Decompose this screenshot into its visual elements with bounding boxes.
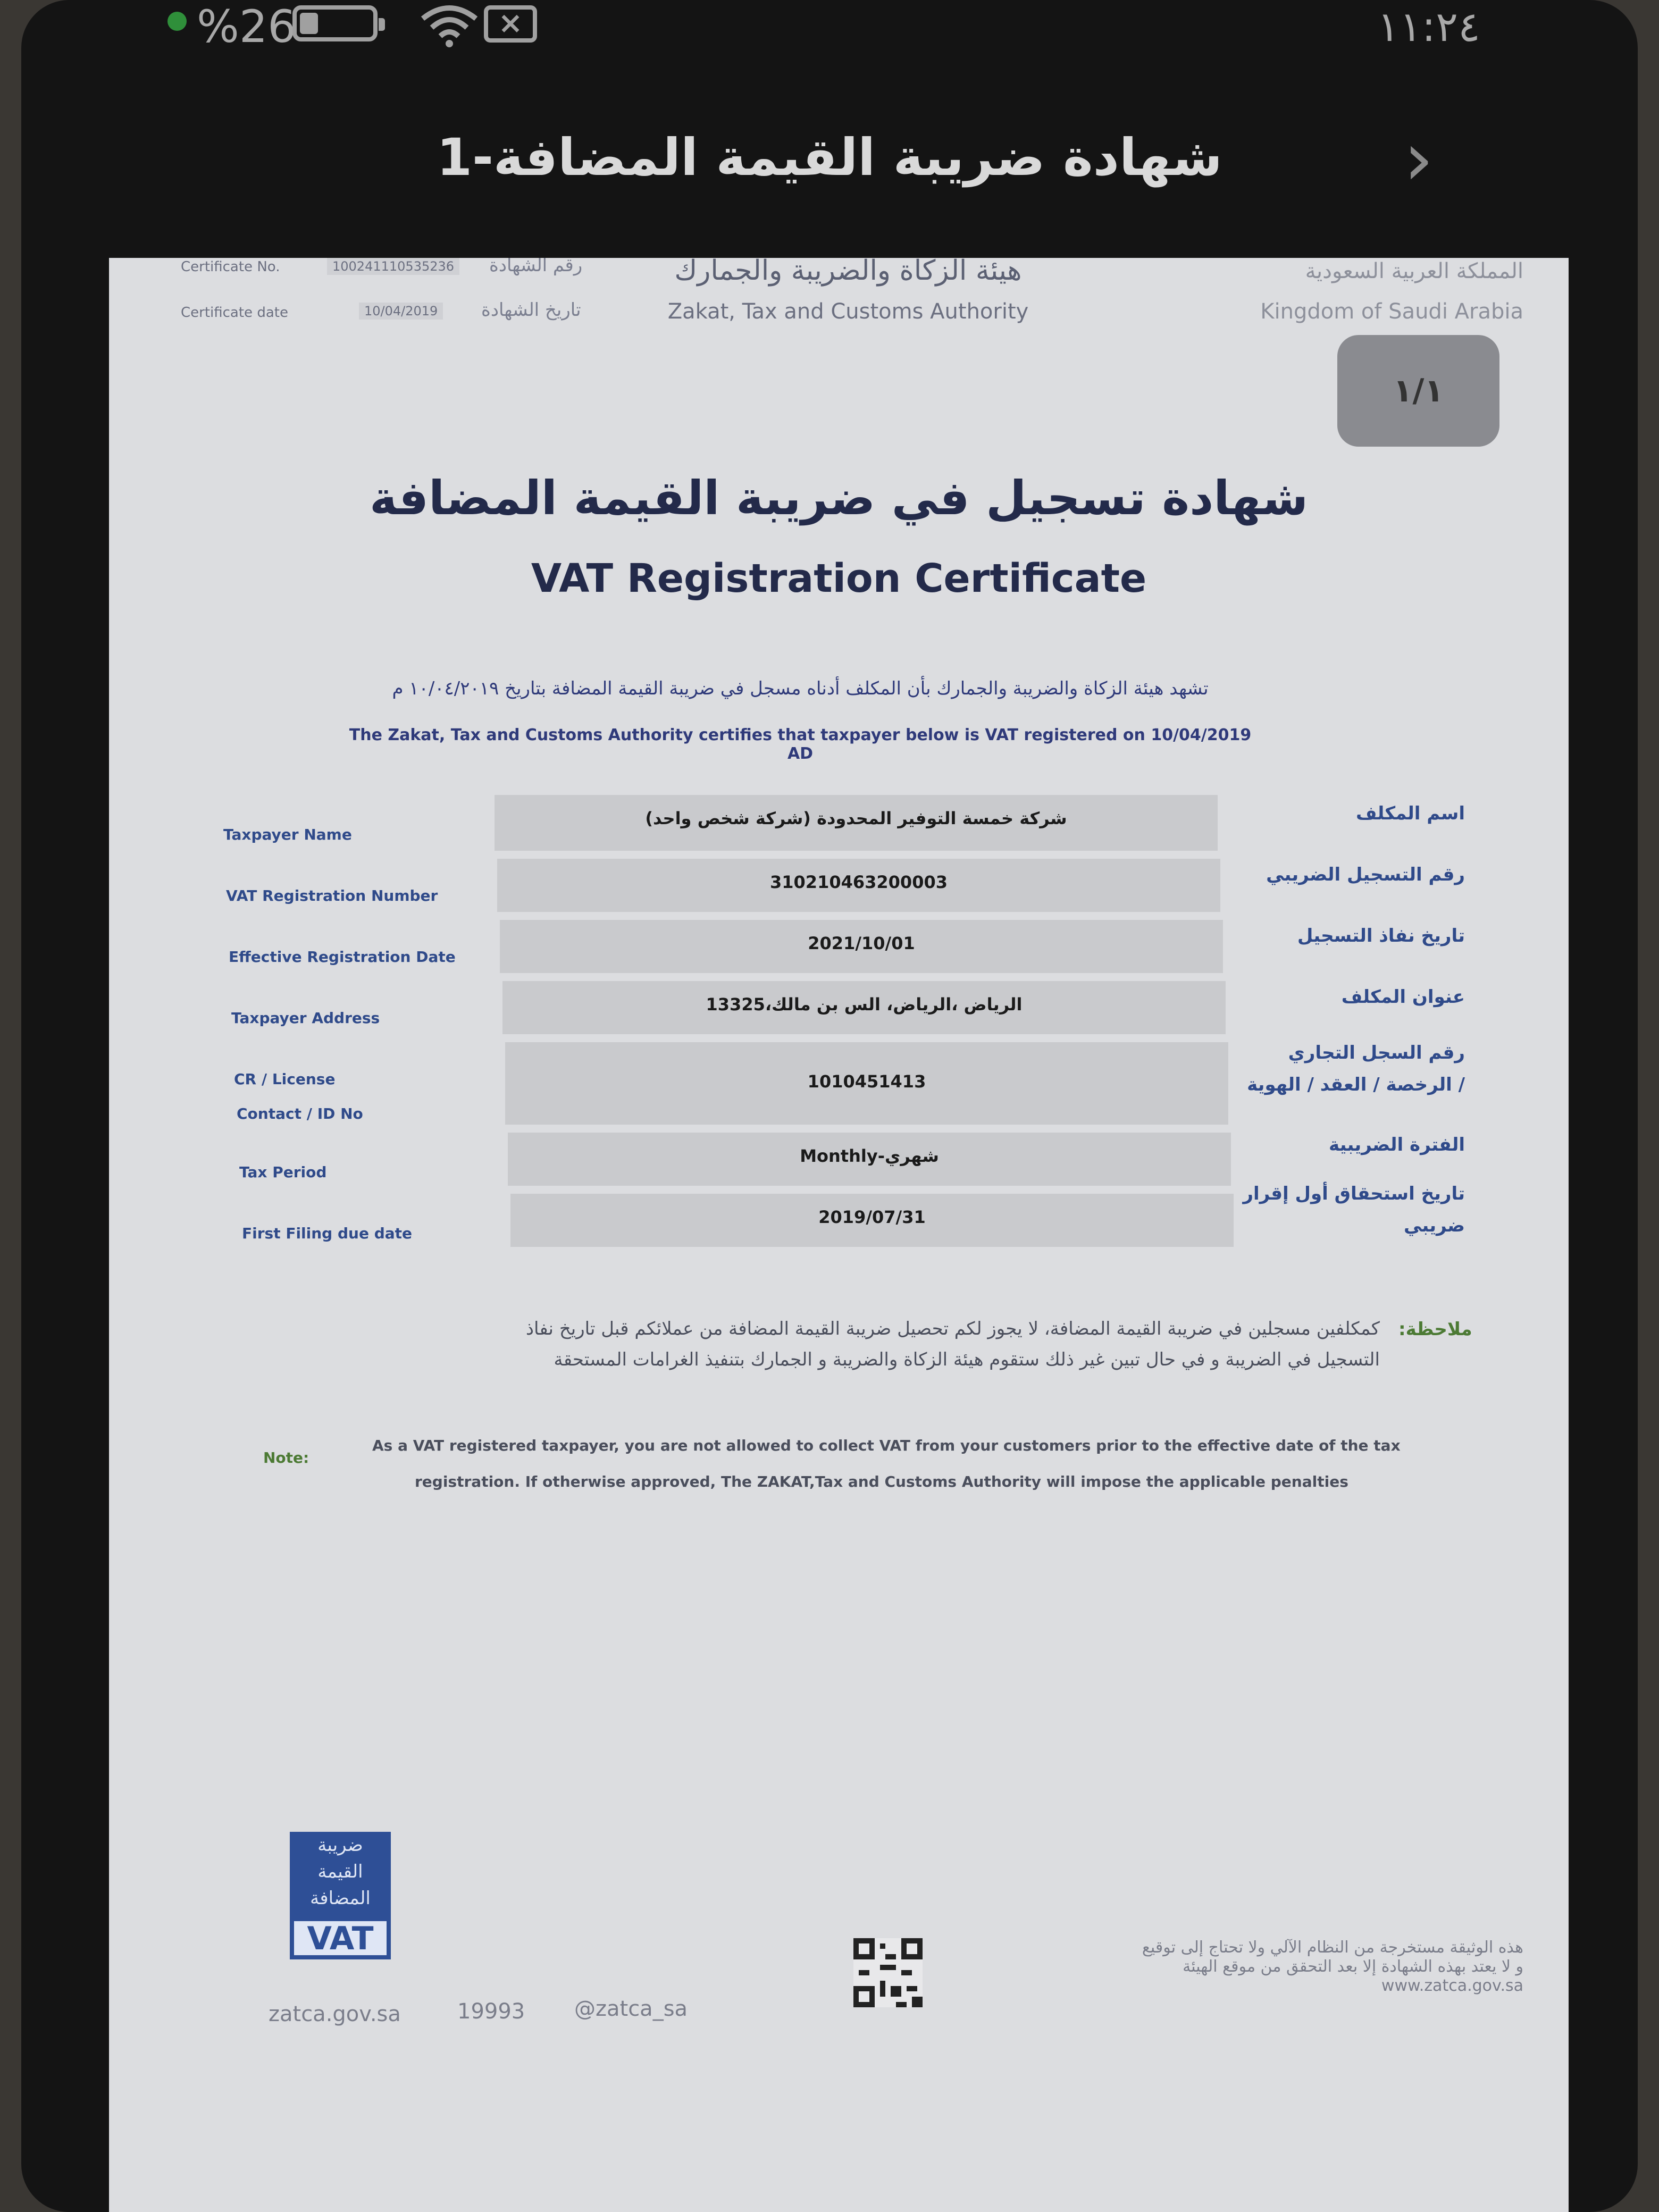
field-label-ar: عنوان المكلف	[1341, 986, 1465, 1008]
qr-code-icon	[853, 1938, 923, 2007]
tax-period-value: Monthly-شهري	[800, 1146, 939, 1166]
cr-license-value: 1010451413	[807, 1071, 926, 1092]
vat-logo-word: القيمة	[317, 1861, 363, 1882]
note-label-en: Note:	[263, 1449, 309, 1467]
certificate-no-label: Certificate No.	[181, 259, 280, 275]
taxpayer-name-value: شركة خمسة التوفير المحدودة (شركة شخص واحد)	[645, 808, 1067, 828]
field-label-ar: رقم السجل التجاري	[1288, 1042, 1465, 1063]
vat-logo-word: المضافة	[310, 1888, 371, 1909]
certification-statement-ar: تشهد هيئة الزكاة والضريبة والجمارك بأن المكلف أدناه مسجل في ضريبة القيمة المضافة بتاريخ ١٠/٠٤/٢٠١٩ م	[392, 678, 1209, 699]
battery-nub	[379, 18, 385, 31]
field-label-en: Effective Registration Date	[229, 948, 456, 966]
phone-screen	[21, 0, 1638, 2212]
certificate-title-en: VAT Registration Certificate	[531, 556, 1147, 601]
field-label-en: Tax Period	[239, 1163, 327, 1181]
taxpayer-address-value: الرياض ،الرياض، الس بن مالك،13325	[706, 994, 1023, 1015]
footer-disclaimer-ar	[1066, 1938, 1523, 1996]
chevron-right-icon[interactable]: ›	[1404, 116, 1434, 203]
vat-logo-ar	[290, 1832, 391, 1917]
viewer-header	[21, 106, 1638, 213]
field-label-ar: تاريخ استحقاق أول إقرار	[1243, 1183, 1465, 1204]
clock: ١١:٢٤	[1377, 3, 1480, 51]
vat-logo	[290, 1832, 391, 1959]
certificate-date-label: Certificate date	[181, 305, 288, 321]
vat-registration-number-value: 310210463200003	[770, 872, 948, 892]
field-label-ar: الفترة الضريبية	[1328, 1134, 1465, 1155]
field-label-ar-2: / الرخصة / العقد / الهوية	[1247, 1074, 1465, 1095]
vat-logo-en: VAT	[290, 1917, 391, 1959]
kingdom-name-en: Kingdom of Saudi Arabia	[1260, 299, 1523, 324]
status-bar	[21, 0, 1638, 64]
wifi-icon	[420, 0, 479, 56]
field-label-en: Taxpayer Address	[231, 1009, 380, 1027]
battery-fill	[300, 13, 318, 34]
battery-icon	[292, 5, 378, 41]
wifi-icon-svg	[420, 0, 479, 48]
certification-statement-en: The Zakat, Tax and Customs Authority certifies that taxpayer below is VAT registered on 10/04/2019 AD	[349, 726, 1252, 763]
qr-code-svg	[853, 1938, 923, 2007]
first-filing-due-date-value: 2019/07/31	[818, 1207, 926, 1227]
vat-logo-word: ضريبة	[317, 1834, 363, 1856]
field-label-ar-2: ضريبي	[1403, 1215, 1465, 1236]
certificate-no-value: 100241110535236	[327, 258, 459, 275]
field-label-en: Taxpayer Name	[223, 826, 352, 843]
battery-percent: %26	[197, 1, 296, 53]
note-line-en: As a VAT registered taxpayer, you are not allowed to collect VAT from your customers prior to the effective date of the tax	[372, 1437, 1401, 1454]
field-label-ar: اسم المكلف	[1356, 803, 1465, 824]
footer-line: www.zatca.gov.sa	[1381, 1976, 1523, 1995]
field-label-en: First Filing due date	[242, 1225, 413, 1242]
note-line-ar: التسجيل في الضريبة و في حال تبين غير ذلك ستقوم هيئة الزكاة والضريبة و الجمارك بتنفيذ الغرامات المستحقة	[554, 1349, 1380, 1370]
note-text-en	[372, 1428, 1515, 1500]
field-label-en: VAT Registration Number	[226, 887, 438, 904]
kingdom-name-ar: المملكة العربية السعودية	[1305, 259, 1523, 283]
no-sim-icon: ×	[484, 5, 537, 43]
footer-line: و لا يعتد بهذه الشهادة إلا بعد التحقق من موقع الهيئة	[1183, 1957, 1523, 1976]
certificate-date-value: 10/04/2019	[359, 303, 443, 320]
field-label-en: CR / License	[234, 1070, 336, 1088]
authority-name-ar: هيئة الزكاة والضريبة والجمارك	[674, 258, 1022, 287]
footer-website: zatca.gov.sa	[269, 2002, 401, 2026]
authority-name-en: Zakat, Tax and Customs Authority	[667, 299, 1029, 324]
note-text-ar	[343, 1313, 1380, 1375]
certificate-date-label-ar: تاريخ الشهادة	[481, 299, 581, 321]
document-title: شهادة ضريبة القيمة المضافة-1	[437, 128, 1222, 187]
field-label-ar: تاريخ نفاذ التسجيل	[1297, 925, 1465, 946]
footer-line: هذه الوثيقة مستخرجة من النظام الآلي ولا تحتاج إلى توقيع	[1142, 1938, 1523, 1957]
page-counter-badge: ١/١	[1337, 335, 1499, 447]
certificate-no-label-ar: رقم الشهادة	[489, 258, 583, 276]
notification-dot	[167, 12, 187, 31]
footer-social-handle: @zatca_sa	[574, 1997, 688, 2021]
effective-registration-date-value: 2021/10/01	[808, 933, 915, 953]
field-label-ar: رقم التسجيل الضريبي	[1266, 864, 1465, 885]
vat-certificate-document[interactable]	[109, 258, 1569, 2212]
certificate-title-ar: شهادة تسجيل في ضريبة القيمة المضافة	[370, 471, 1308, 525]
note-line-en: registration. If otherwise approved, The ZAKAT,Tax and Customs Authority will impose the applicable penalties	[415, 1473, 1348, 1490]
note-line-ar: كمكلفين مسجلين في ضريبة القيمة المضافة، لا يجوز لكم تحصيل ضريبة القيمة المضافة من عملائكم قبل تاريخ نفاذ	[525, 1318, 1380, 1339]
field-label-en-2: Contact / ID No	[237, 1105, 363, 1122]
footer-phone: 19993	[457, 1999, 525, 2024]
note-label-ar: ملاحظة:	[1398, 1319, 1472, 1340]
